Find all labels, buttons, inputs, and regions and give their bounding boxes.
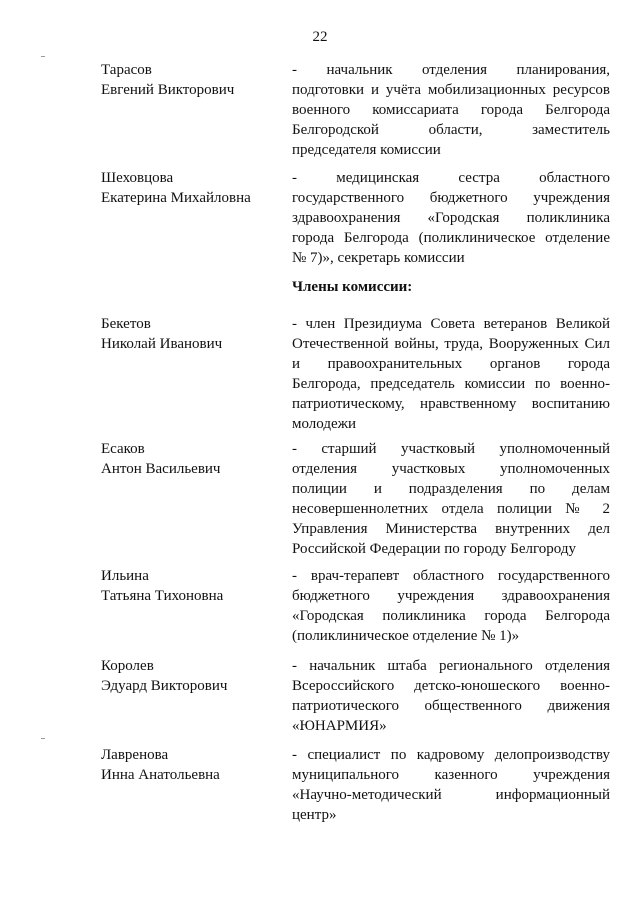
member-role xyxy=(292,60,610,160)
member-surname: Лавренова xyxy=(101,747,169,763)
role-line: государственного бюджетного учреждения xyxy=(292,190,610,206)
member-surname: Бекетов xyxy=(101,316,151,332)
role-line: полиции и подразделения по делам xyxy=(292,481,610,497)
role-line: бюджетного учреждения здравоохранения xyxy=(292,588,610,604)
role-line: Белгородской области, заместитель xyxy=(292,122,610,138)
page-number: 22 xyxy=(312,29,328,45)
member-name xyxy=(101,314,276,354)
member-given-names: Екатерина Михайловна xyxy=(101,190,251,206)
role-line: Отечественной войны, труда, Вооруженных Сил xyxy=(292,336,610,352)
role-line: - врач-терапевт областного государственного xyxy=(292,568,610,584)
member-role xyxy=(292,745,610,825)
member-name xyxy=(101,439,276,479)
member-given-names: Антон Васильевич xyxy=(101,461,221,477)
role-line: «ЮНАРМИЯ» xyxy=(292,718,387,734)
role-line: Всероссийского детско-юношеского военно- xyxy=(292,678,610,694)
margin-mark xyxy=(41,56,45,57)
role-line: Управления Министерства внутренних дел xyxy=(292,521,610,537)
role-line: - член Президиума Совета ветеранов Великой xyxy=(292,316,610,332)
member-given-names: Евгений Викторович xyxy=(101,82,235,98)
role-line: центр» xyxy=(292,807,337,823)
margin-mark xyxy=(41,738,45,739)
member-given-names: Николай Иванович xyxy=(101,336,223,352)
member-role xyxy=(292,439,610,559)
role-line: председателя комиссии xyxy=(292,142,441,158)
member-name xyxy=(101,168,276,208)
role-line: «Научно-методический информационный xyxy=(292,787,610,803)
role-line: муниципального казенного учреждения xyxy=(292,767,610,783)
member-surname: Королев xyxy=(101,658,154,674)
role-line: - специалист по кадровому делопроизводству xyxy=(292,747,610,763)
role-line: и правоохранительных органов города xyxy=(292,356,610,372)
role-line: (поликлиническое отделение № 1)» xyxy=(292,628,520,644)
role-line: отделения участковых уполномоченных xyxy=(292,461,610,477)
role-line: - начальник отделения планирования, xyxy=(292,62,610,78)
role-line: «Городская поликлиника города Белгорода xyxy=(292,608,610,624)
role-line: города Белгорода (поликлиническое отделение xyxy=(292,230,610,246)
member-name xyxy=(101,656,276,696)
member-given-names: Эдуард Викторович xyxy=(101,678,228,694)
role-line: Российской Федерации по городу Белгороду xyxy=(292,541,577,557)
role-line: несовершеннолетних отдела полиции № 2 xyxy=(292,501,610,517)
role-line: патриотическому, нравственному воспитанию xyxy=(292,396,610,412)
role-line: подготовки и учёта мобилизационных ресурсов xyxy=(292,82,610,98)
member-role xyxy=(292,168,610,268)
role-line: - начальник штаба регионального отделения xyxy=(292,658,610,674)
role-line: военного комиссариата города Белгорода xyxy=(292,102,610,118)
member-surname: Шеховцова xyxy=(101,170,174,186)
member-given-names: Татьяна Тихоновна xyxy=(101,588,224,604)
role-line: - старший участковый уполномоченный xyxy=(292,441,610,457)
role-line: - медицинская сестра областного xyxy=(292,170,610,186)
member-surname: Ильина xyxy=(101,568,149,584)
member-surname: Есаков xyxy=(101,441,145,457)
role-line: патриотического общественного движения xyxy=(292,698,610,714)
members-heading: Члены комиссии: xyxy=(292,279,413,295)
member-role xyxy=(292,314,610,434)
member-name xyxy=(101,745,276,785)
role-line: Белгорода, председатель комиссии по военно- xyxy=(292,376,610,392)
member-name xyxy=(101,566,276,606)
member-surname: Тарасов xyxy=(101,62,152,78)
member-role xyxy=(292,566,610,646)
role-line: молодежи xyxy=(292,416,357,432)
member-given-names: Инна Анатольевна xyxy=(101,767,220,783)
role-line: здравоохранения «Городская поликлиника xyxy=(292,210,610,226)
role-line: № 7)», секретарь комиссии xyxy=(292,250,465,266)
member-role xyxy=(292,656,610,736)
member-name xyxy=(101,60,276,100)
